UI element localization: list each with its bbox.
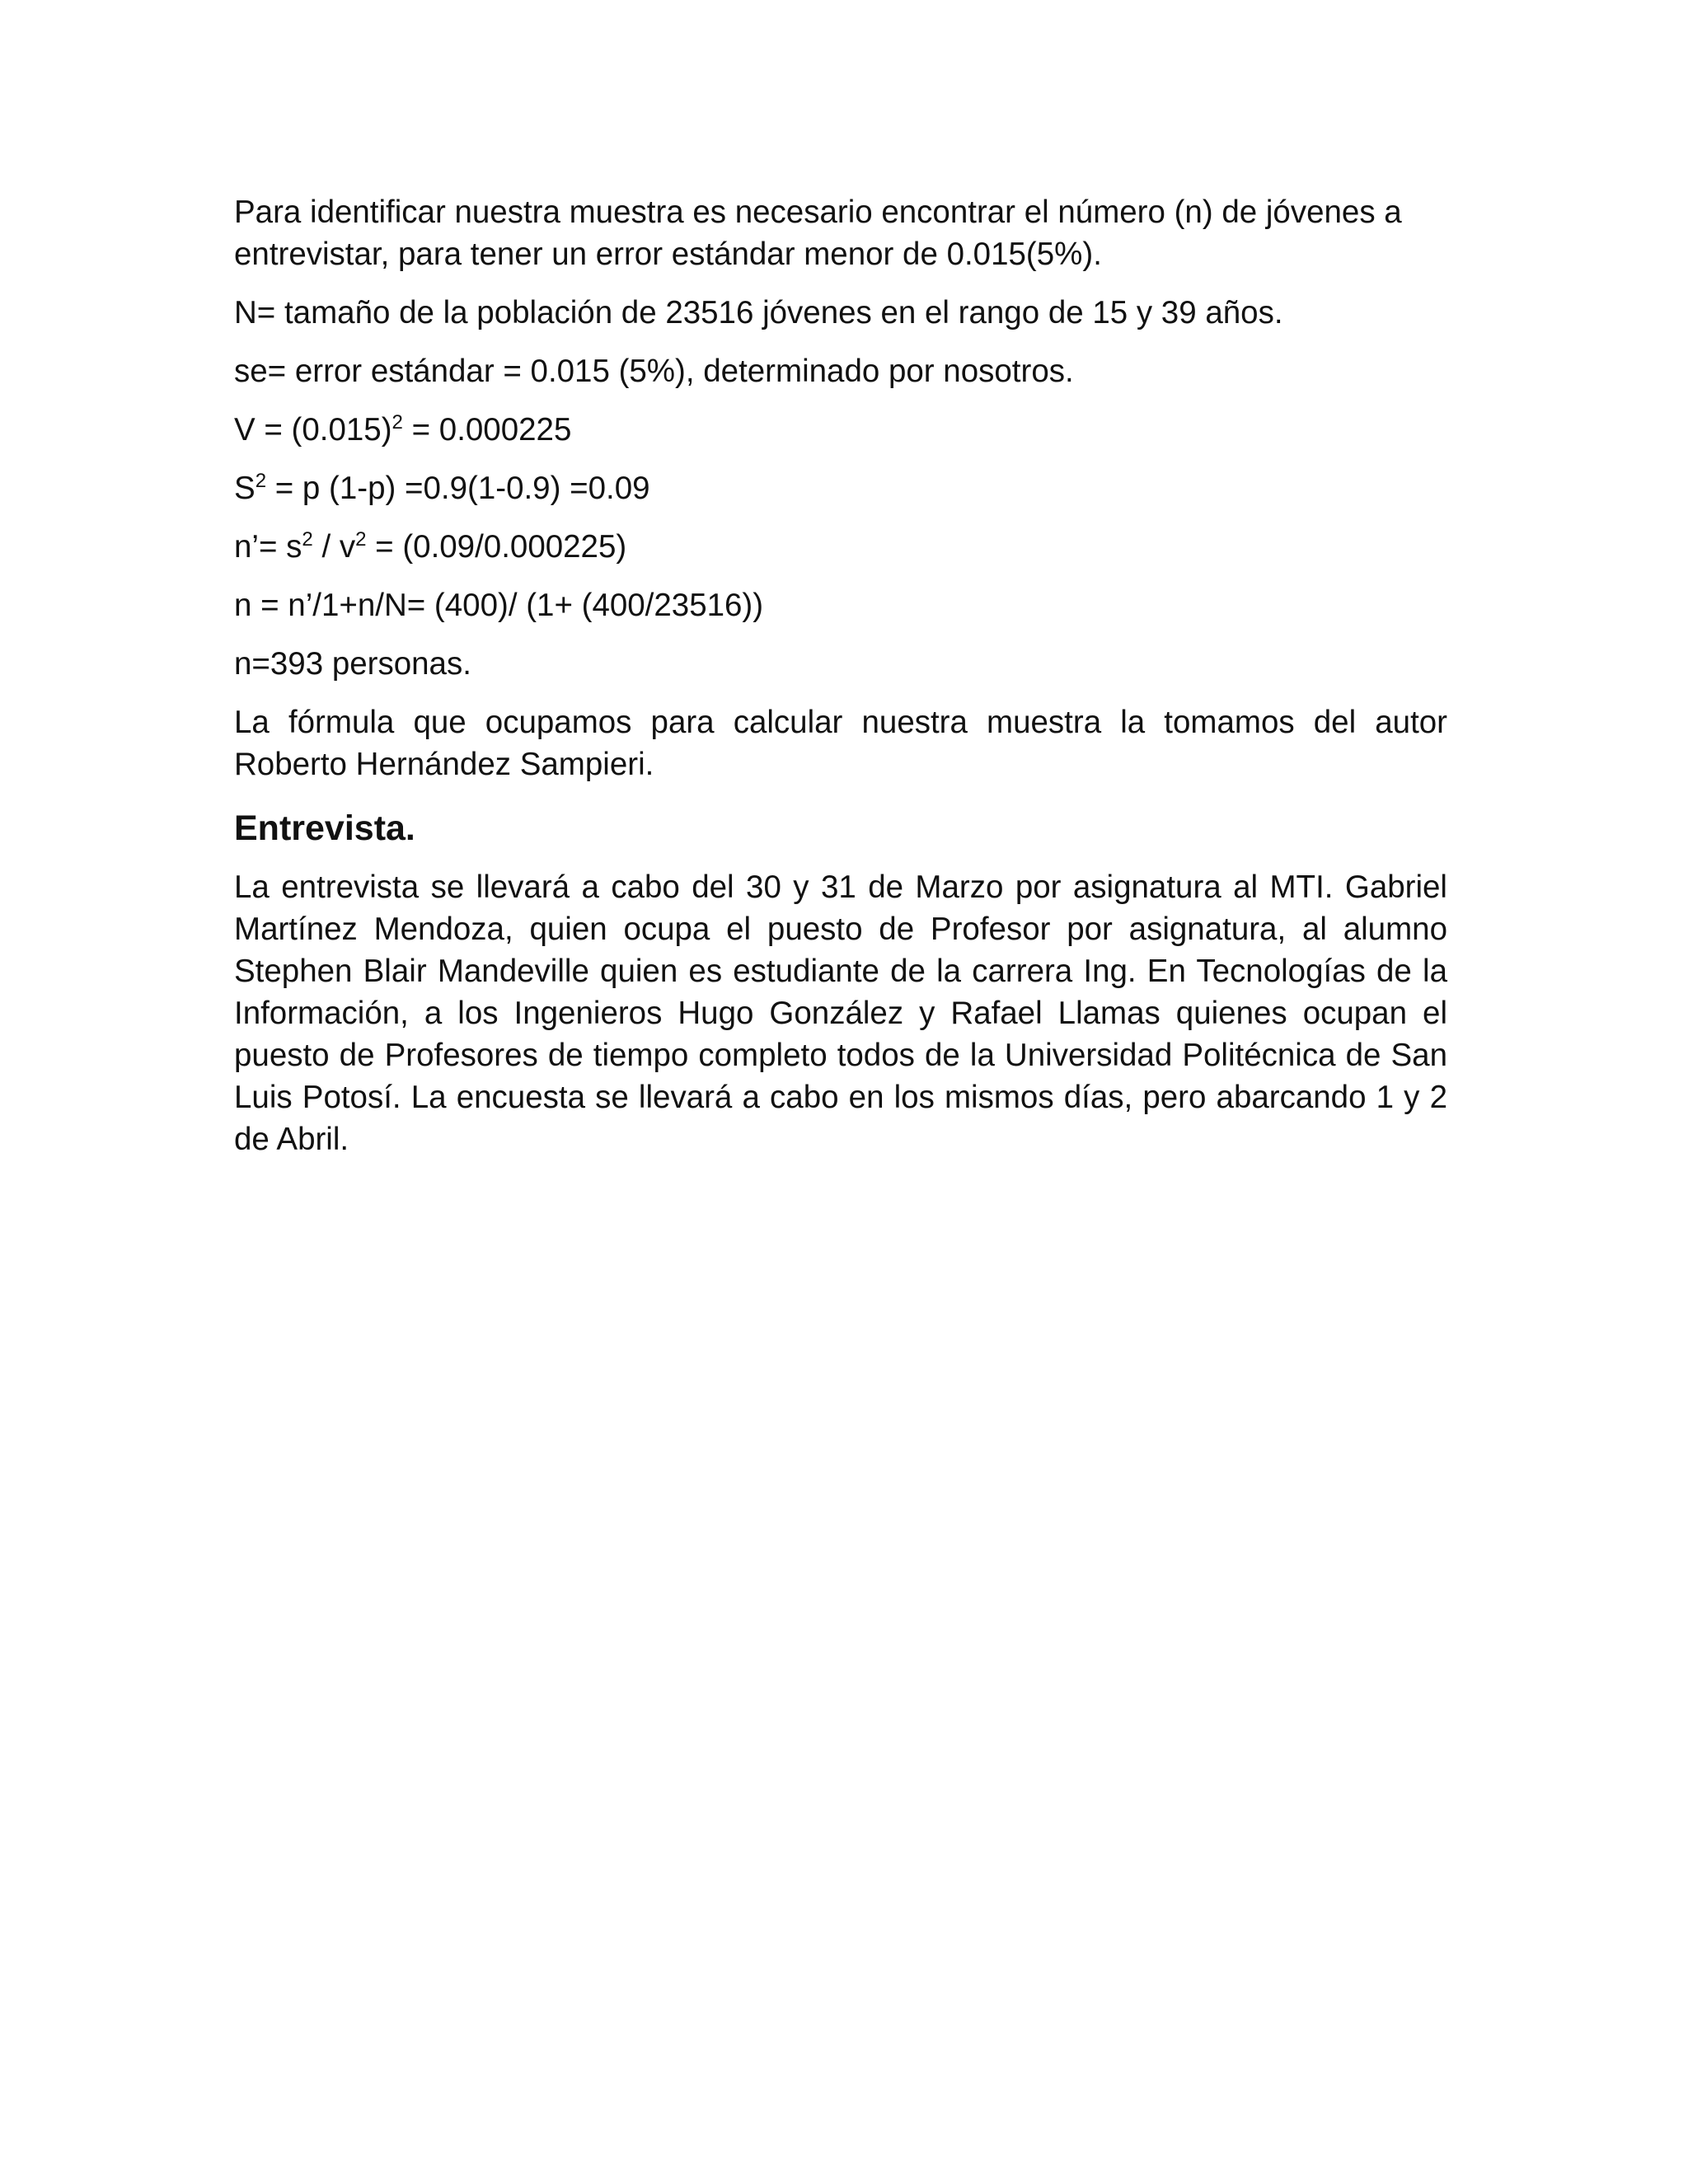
- standard-error-line: se= error estándar = 0.015 (5%), determinado por nosotros.: [234, 354, 1074, 389]
- variance-result: = 0.000225: [402, 412, 572, 448]
- n-prime-text: n’= s: [234, 529, 302, 565]
- document-body: [234, 191, 1447, 1177]
- section-heading: Entrevista.: [234, 808, 415, 848]
- s-squared-text: S: [234, 471, 256, 506]
- intro-paragraph: Para identificar nuestra muestra es necesario encontrar el número (n) de jóvenes a entrevistar, para tener un error estándar menor de 0.015(5%).: [234, 194, 1402, 272]
- population-line: N= tamaño de la población de 23516 jóvenes en el rango de 15 y 39 años.: [234, 295, 1283, 330]
- interview-paragraph: La entrevista se llevará a cabo del 30 y 31 de Marzo por asignatura al MTI. Gabriel Martínez Mendoza, quien ocupa el puesto de Profesor por asignatura, al alumno Stephen Blair Mandeville quien es estudiante de la carrera Ing. En Tecnologías de la Información, a los Ingenieros Hugo González y Rafael Llamas quienes ocupan el puesto de Profesores de tiempo completo todos de la Universidad Politécnica de San Luis Potosí. La encuesta se llevará a cabo en los mismos días, pero abarcando 1 y 2 de Abril.: [234, 869, 1447, 1157]
- s-squared-exponent: 2: [255, 470, 267, 492]
- variance-exponent: 2: [392, 411, 403, 434]
- formula-source-paragraph: La fórmula que ocupamos para calcular nuestra muestra la tomamos del autor Roberto Hernández Sampieri.: [234, 705, 1447, 782]
- s-squared-result: = p (1-p) =0.9(1-0.9) =0.09: [266, 471, 650, 506]
- n-prime-result: = (0.09/0.000225): [366, 529, 627, 565]
- n-prime-exponent-s: 2: [302, 528, 313, 551]
- n-prime-line: [234, 526, 1447, 568]
- n-formula-line: n = n’/1+n/N= (400)/ (1+ (400/23516)): [234, 588, 764, 623]
- n-prime-exponent-v: 2: [355, 528, 367, 551]
- s-squared-line: [234, 467, 1447, 509]
- n-result-line: n=393 personas.: [234, 646, 471, 682]
- n-prime-divider: / v: [312, 529, 356, 565]
- variance-line: [234, 409, 1447, 451]
- variance-text: V = (0.015): [234, 412, 392, 448]
